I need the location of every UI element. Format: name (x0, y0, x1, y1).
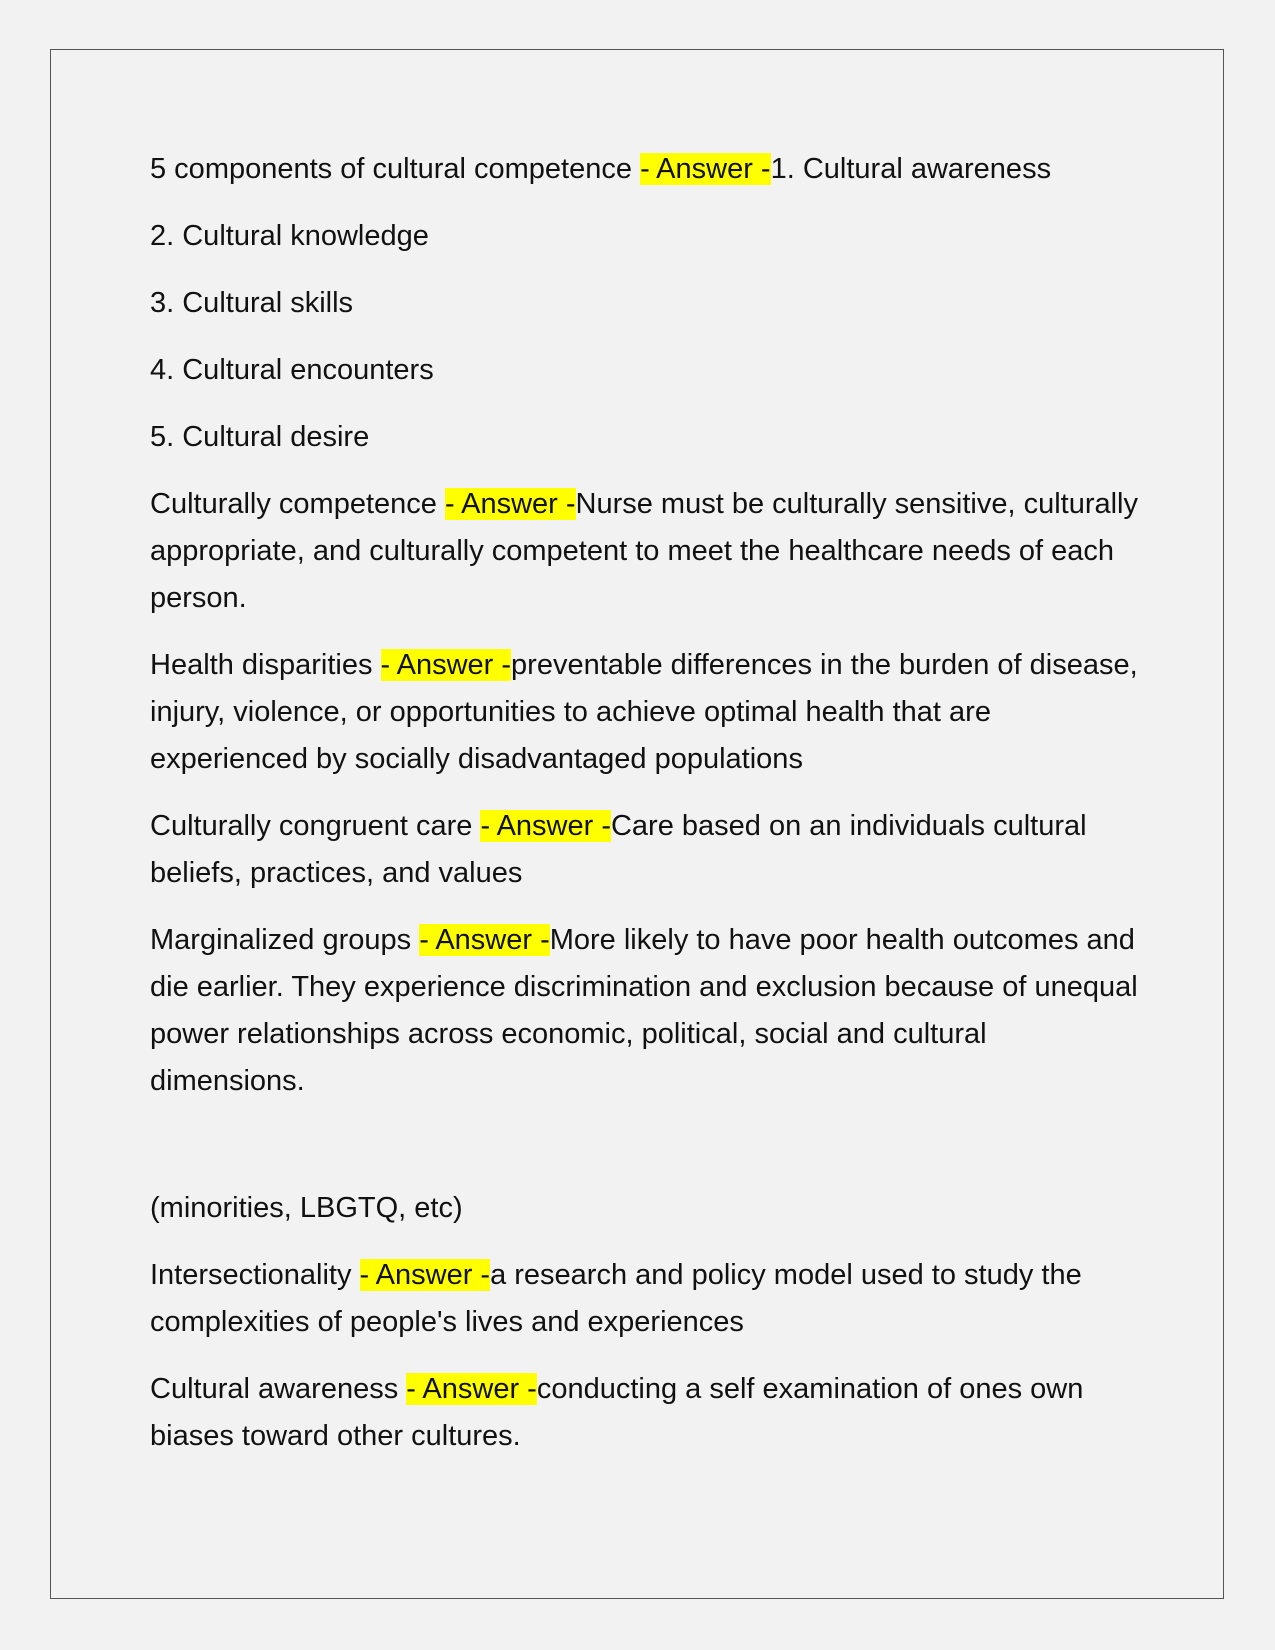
term: Marginalized groups (150, 924, 420, 956)
answer-separator: - Answer - (359, 1259, 491, 1291)
definition: More likely to have poor health outcomes and die earlier. They experience discrimination and exclusion because of unequal power relationships across economic, political, social and cultural dimensions. (150, 924, 1138, 1097)
entry-health-disparities (150, 642, 1140, 783)
term: Intersectionality (150, 1259, 360, 1291)
term: Cultural awareness (150, 1373, 407, 1405)
entry-culturally-congruent-care (150, 803, 1140, 897)
list-item: 2. Cultural knowledge (150, 220, 429, 252)
definition: 1. Cultural awareness (770, 153, 1052, 185)
answer-separator: - Answer - (406, 1373, 537, 1405)
definition: Care based on an individuals cultural beliefs, practices, and values (150, 810, 1087, 889)
entry-culturally-competence (150, 481, 1140, 622)
entry-components (150, 146, 1140, 193)
document-body (150, 146, 1140, 1480)
term: Culturally competence (150, 488, 445, 520)
entry-marginalized-groups (150, 917, 1140, 1105)
term: Culturally congruent care (150, 810, 481, 842)
answer-separator: - Answer - (419, 924, 550, 956)
entry-cultural-awareness (150, 1366, 1140, 1460)
definition: a research and policy model used to study the complexities of people's lives and experiences (150, 1259, 1082, 1338)
list-item: 3. Cultural skills (150, 287, 354, 319)
list-item: 4. Cultural encounters (150, 354, 434, 386)
term: Health disparities (150, 649, 381, 681)
entry-intersectionality (150, 1252, 1140, 1346)
term: 5 components of cultural competence (150, 153, 641, 185)
answer-separator: - Answer - (444, 488, 576, 520)
answer-separator: - Answer - (380, 649, 512, 681)
definition: conducting a self examination of ones own biases toward other cultures. (150, 1373, 1084, 1452)
answer-separator: - Answer - (640, 153, 771, 185)
entry-note: (minorities, LBGTQ, etc) (150, 1192, 463, 1224)
answer-separator: - Answer - (480, 810, 611, 842)
blank-spacer (150, 1125, 1140, 1185)
definition: preventable differences in the burden of disease, injury, violence, or opportunities to achieve optimal health that are experienced by socially disadvantaged populations (150, 649, 1138, 775)
list-item: 5. Cultural desire (150, 421, 370, 453)
definition: Nurse must be culturally sensitive, culturally appropriate, and culturally competent to meet the healthcare needs of each person. (150, 488, 1138, 614)
